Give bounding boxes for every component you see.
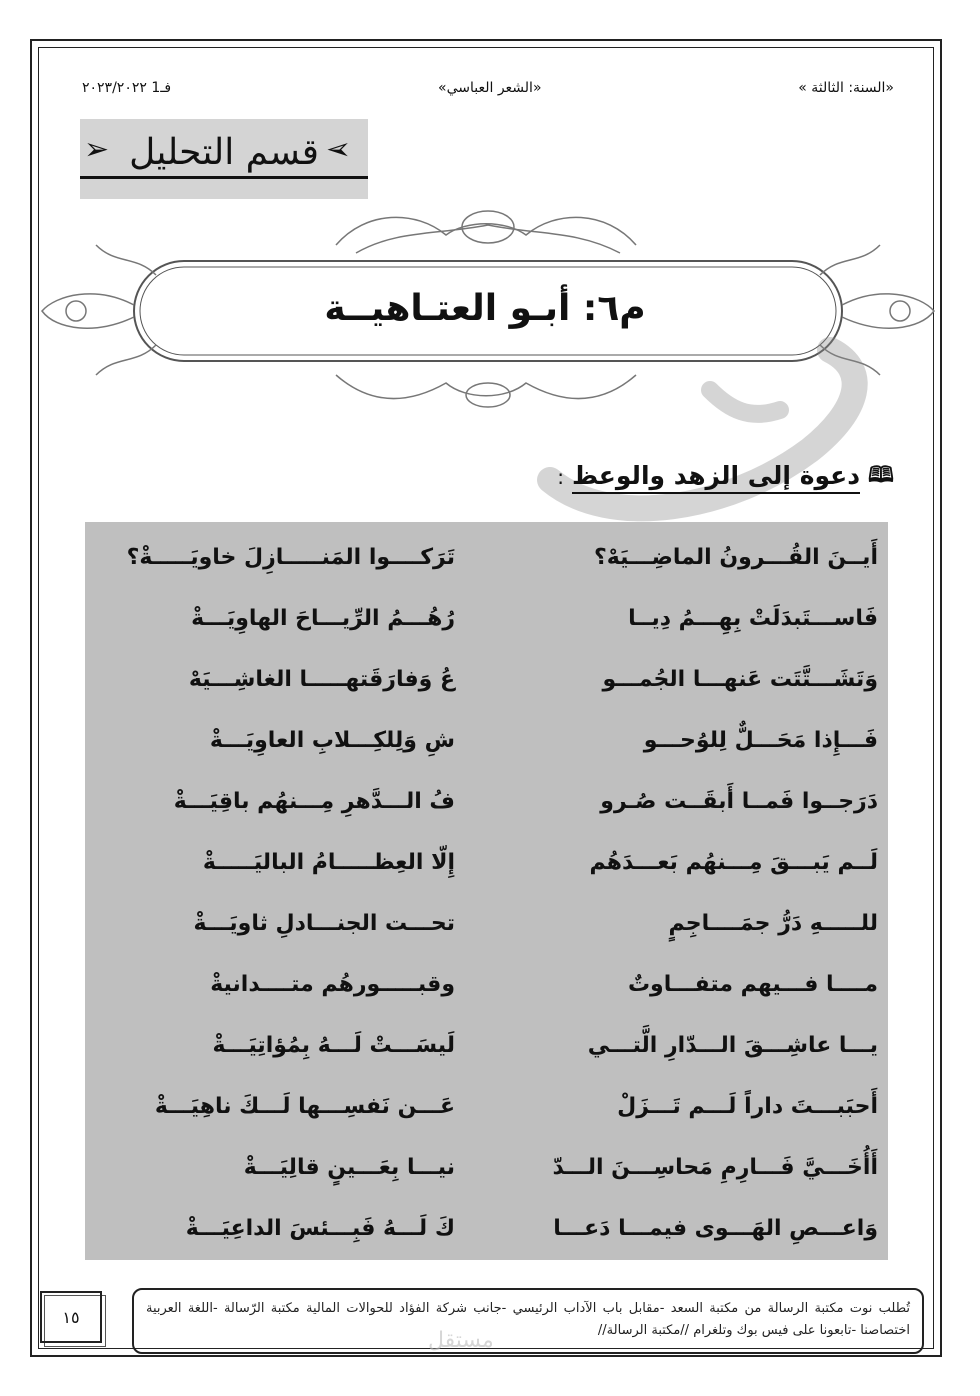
- verse-first-hemistich: أَأُخَـــيَّ فَـــارِمِ مَحاسِـــنَ الـــدّ: [552, 1155, 878, 1180]
- verse-second-hemistich: تحـــت الجنـــادلِ ثاويَـــةْ: [193, 911, 455, 936]
- verse-first-hemistich: فَـــإِذا مَحَـــلٌّ لِلوُحـــو: [643, 728, 878, 753]
- verse-first-hemistich: أَحبَبـــتَ داراً لَـــم تَـــزَلْ: [617, 1094, 878, 1119]
- verse-second-hemistich: فُ الـــدَّهرِ مِـــنهُم باقِيَـــةْ: [173, 789, 455, 814]
- verse-second-hemistich: رُهُـــمُ الرِّيـــاحَ الهاوِيَـــةْ: [191, 606, 455, 631]
- verse-second-hemistich: كَ لَـــهُ فَبِـــئسَ الداعِيَـــةْ: [185, 1216, 455, 1241]
- verse-second-hemistich: عَـــن نَفسِـــها لَـــكَ ناهِيَـــةْ: [154, 1094, 455, 1119]
- poem-background: [85, 522, 888, 1260]
- section-title: قسم التحليل: [129, 131, 319, 173]
- year-label: «السنة: الثالثة »: [798, 80, 894, 96]
- arrow-right-icon: ➢: [326, 132, 352, 167]
- verse-first-hemistich: للـــــهِ دَرُّ جمَــــاجِمٍ: [668, 911, 878, 936]
- topic-colon: :: [557, 465, 565, 489]
- arrow-left-icon: ➢: [84, 132, 110, 167]
- verse-second-hemistich: شِ وَلِلكِـــلابِ العاوِيَـــةْ: [209, 728, 455, 753]
- verse-first-hemistich: فَاســـتَبدَلَتْ بِهِـــمُ دِيــا: [628, 606, 878, 631]
- verse-first-hemistich: لَــم يَبـــقَ مِـــنهُم بَعـــدَهُم: [589, 850, 878, 875]
- topic-text: دعوة إلى الزهد والوعظ: [572, 461, 860, 494]
- book-icon: 🕮: [868, 463, 894, 488]
- course-code: فـ1 ٢٠٢٣/٢٠٢٢: [82, 80, 172, 96]
- verse-first-hemistich: دَرَجــوا فَمــا أَبقَــت صُـرو: [600, 789, 878, 814]
- verse-second-hemistich: نيـــا بِعَـــينٍ قالِيَـــةْ: [243, 1155, 455, 1180]
- verse-first-hemistich: أَيــنَ القُـــرونُ الماضِـــيَهْ؟: [593, 545, 878, 570]
- verse-first-hemistich: وَتَشَـــتَّتَت عَنهـــا الجُمـــو: [602, 667, 878, 692]
- brand-watermark: مستقل: [428, 1328, 494, 1353]
- footer-notice: تُطلب نوت مكتبة الرسالة من مكتبة السعد -مقابل باب الآداب الرئيسي -جانب شركة الفؤاد للحوالات المالية مكتبة الرّسالة -اللغة العربية اختصاصنا -تابعونا على فيس بوك وتلغرام //مكتبة الرسالة//: [132, 1288, 924, 1354]
- topic-heading: [557, 458, 894, 496]
- verse-second-hemistich: لَيسَـــتْ لَـــهُ بِمُؤاتِيَـــةْ: [212, 1033, 455, 1058]
- section-underline: [80, 176, 368, 179]
- watermark-logo: [530, 330, 890, 530]
- verse-first-hemistich: مــــا فـــيهم متفـــاوتٌ: [627, 972, 878, 997]
- verse-first-hemistich: وَاعـــصِ الهَـــوى فيمـــا دَعـــا: [553, 1216, 878, 1241]
- poet-title: م٦: أبـو العتـاهيــة: [324, 287, 646, 329]
- subject-label: «الشعر العباسي»: [438, 80, 542, 96]
- verse-second-hemistich: تَرَكــــوا المَنـــــازِلَ خاويَـــــةْ؟: [126, 545, 455, 570]
- verse-second-hemistich: عُ وَفارَقَتهـــــا الغاشِـــيَهْ: [188, 667, 455, 692]
- verse-first-hemistich: يـــا عاشِـــقَ الـــدّارِ الَّتـــي: [587, 1033, 878, 1058]
- verse-second-hemistich: إِلّا العِظـــــامُ الباليَـــــةْ: [202, 850, 455, 875]
- verse-second-hemistich: وقبـــــورهُم متــــدانيةْ: [210, 972, 455, 997]
- page-number: ١٥: [40, 1291, 102, 1343]
